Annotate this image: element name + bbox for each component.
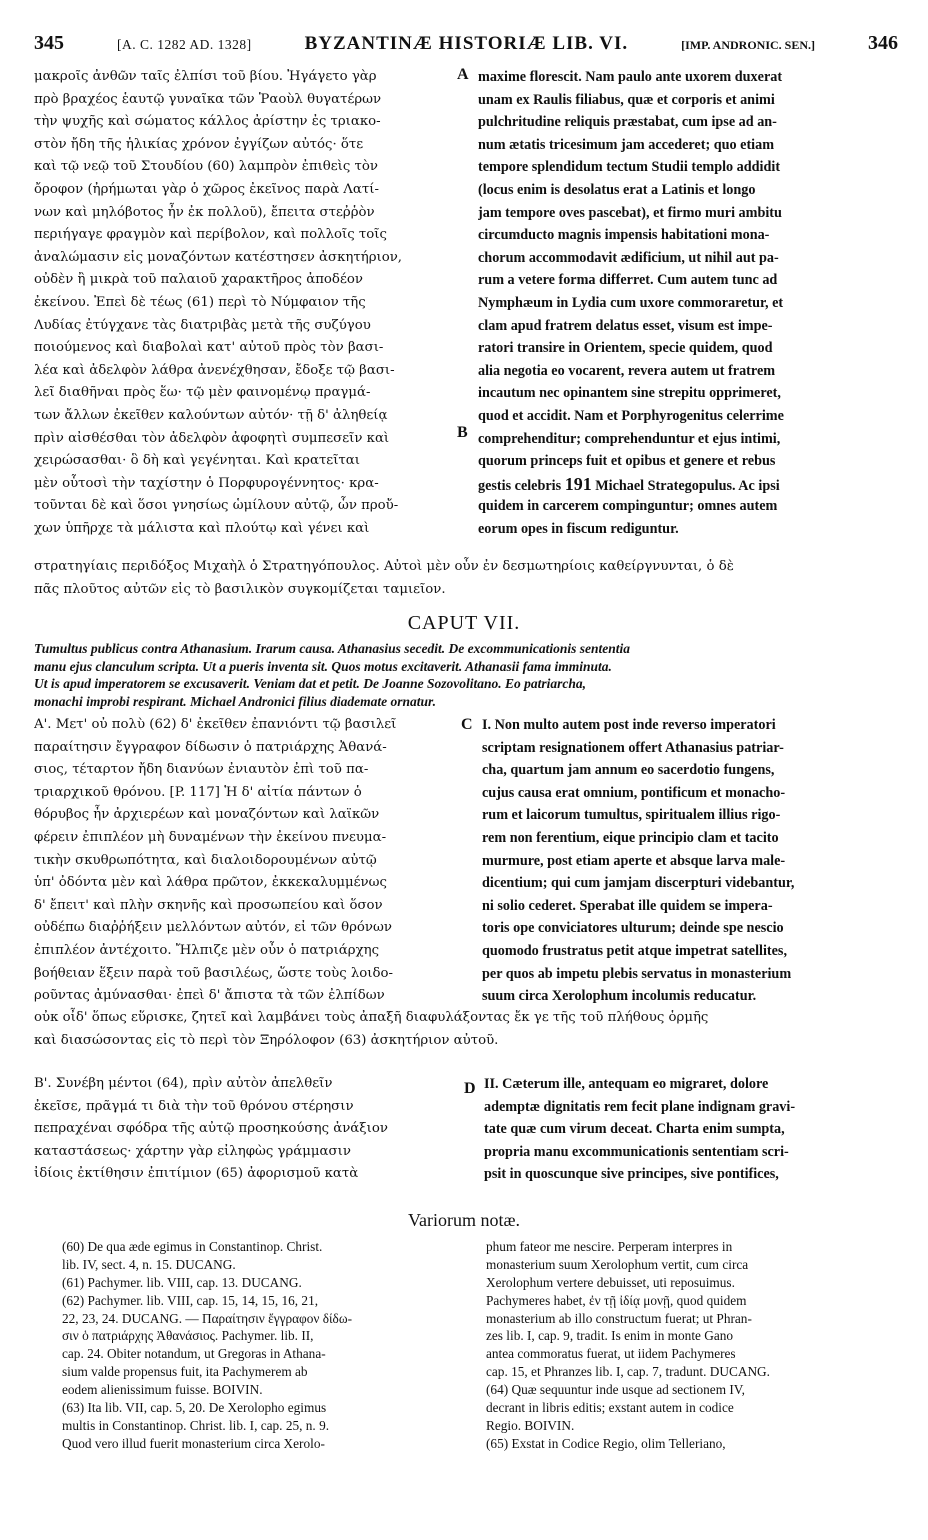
greek-line: περιήγαγε φραγμὸν καὶ περίβολον, καὶ πολλοῖς τοῖς — [34, 227, 387, 243]
note-line: 22, 23, 24. DUCANG. — Παραίτησιν ἔγγραφον δίδω- — [62, 1310, 352, 1326]
note-line: cap. 24. Obiter notandum, ut Gregoras in Athana- — [62, 1346, 326, 1362]
greek-line: οὐκ οἶδ' ὅπως εὕρισκε, ζητεῖ καὶ λαμβάνει τοὺς ἀπαξῆ διαφυλάξοντας ἔκ γε τῆς τοῦ πλήθους ὁρμῆς — [34, 1010, 709, 1025]
greek-line: ὑπ' ὀδόντα μὲν καὶ λάθρα πρῶτον, ἐκκεκαλυμμένως — [34, 875, 387, 891]
latin-line: suum circa Xerolophum incolumis reducatur. — [482, 988, 757, 1005]
greek-line: μακροῖς ἀνθῶν ταῖς ἐλπίσι τοῦ βίου. Ἠγάγετο γὰρ — [34, 69, 377, 84]
greek-line: φέρειν ἐπιπλέον μὴ δυναμένων τὴν ἐκείνου πνευμα- — [34, 829, 387, 845]
greek-line: στρατηγίαις περιδόξος Μιχαὴλ ὁ Στρατηγόπουλος. Αὐτοὶ μὲν οὖν ἐν δεσμωτηρίοις καθείργνυνται, ὁ δὲ — [34, 559, 734, 574]
latin-line: ratori transire in Orientem, specie quidem, quod — [478, 340, 773, 357]
note-line: eodem alienissimum fuisse. BOIVIN. — [62, 1382, 263, 1398]
greek-line: τικὴν σκυθρωπότητα, καὶ διαλοιδορουμένων αὐτῷ — [34, 852, 377, 868]
notes-heading: Variorum notæ. — [408, 1210, 520, 1230]
greek-line: πρὶν αἰσθέσθαι τὸν ἀδελφὸν ἀφοφητὶ συμπεσεῖν καὶ — [34, 430, 390, 446]
latin-line: per quos ab impetu plebis servatus in monasterium — [482, 965, 792, 982]
note-line: antea commoratus fuerat, ut iidem Pachymeres — [486, 1346, 736, 1362]
notes-left-column — [62, 1238, 474, 1453]
greek-line: νων καὶ μηλόβοτος ἦν ἐκ πολλοῦ), ἔπειτα στεῤῥὸν — [34, 204, 375, 220]
greek-column-mid — [34, 714, 454, 1008]
chapter-summary — [34, 640, 902, 710]
emperor-label: [IMP. ANDRONIC. SEN.] — [681, 38, 816, 52]
greek-line: παραίτησιν ἔγγραφον δίδωσιν ὁ πατριάρχης Ἀθανά- — [34, 739, 387, 755]
latin-line: incautum nec opinantem sine strepitu opprimeret, — [478, 385, 781, 402]
latin-line: propria manu excommunicationis sententiam scri- — [484, 1143, 789, 1160]
notes-right-column — [486, 1238, 902, 1453]
greek-line: βοήθειαν ἕξειν παρὰ τοῦ βασιλέως, ὥστε τοὺς λοιδο- — [34, 965, 394, 981]
greek-line: μὲν οὗτοσὶ τὴν ταχίστην ὁ Πορφυρογέννητος· κρα- — [34, 475, 379, 491]
latin-line: Nymphæum in Lydia cum uxore commoraretur, et — [478, 294, 784, 311]
latin-line: pulchritudine reliquis præstabat, cum ipse ad an- — [478, 114, 777, 131]
latin-line: murmure, post etiam aperte et absque larva male- — [482, 852, 786, 869]
greek-line: χων ὑπῆρχε τὰ μάλιστα καὶ πλούτῳ καὶ γένει καὶ — [34, 520, 370, 536]
greek-line: καὶ διασώσοντας εἰς τὸ περὶ τὸν Ξηρόλοφον (63) ἀσκητήριον αὐτοῦ. — [34, 1032, 499, 1048]
margin-marker-c: C — [461, 716, 473, 733]
note-line: monasterium suum Xerolophum vertit, cum circa — [486, 1256, 749, 1272]
latin-line: maxime florescit. Nam paulo ante uxorem duxerat — [478, 69, 783, 85]
greek-line: πᾶς πλοῦτος αὐτῶν εἰς τὸ βασιλικὸν συγκομίζεται ταμιεῖον. — [34, 581, 446, 597]
greek-line: οὐδέπω διαῤῥήξειν μελλόντων αὐτόν, εἰ τῶν θρόνων — [34, 920, 392, 936]
greek-line: των ἄλλων ἐκεῖθεν καλούντων αὐτόν· τῇ δ' ἀληθείᾳ — [34, 407, 388, 423]
note-line: (61) Pachymer. lib. VIII, cap. 13. DUCANG. — [62, 1274, 302, 1290]
margin-marker-d: D — [464, 1080, 476, 1097]
page-reference-number: 191 — [564, 473, 592, 494]
note-line: (60) De qua æde egimus in Constantinop. Christ. — [62, 1239, 323, 1254]
greek-line: ἐπιπλέον ἀντέχοιτο. Ἤλπιζε μὲν οὖν ὁ πατριάρχης — [34, 942, 380, 958]
latin-line: jam tempore oves pascebat), et firmo muri ambitu — [478, 204, 782, 221]
chapter-heading: CAPUT VII. — [407, 612, 521, 634]
note-line: sium valde propensus fuit, ita Pachymerem ab — [62, 1364, 308, 1380]
summary-line: manu ejus clanculum scripta. Ut a pueris inventa sit. Quos motus excitaverit. Athanasii fama imminuta. — [34, 658, 612, 674]
summary-line: Tumultus publicus contra Athanasium. Irarum causa. Athanasius secedit. De excommunicationis sententia — [34, 641, 630, 656]
note-line: Quod vero illud fuerit monasterium circa Xerolo- — [62, 1435, 325, 1451]
latin-line-continuation: Michael Strategopulus. Ac ipsi — [591, 477, 780, 494]
book-title: BYZANTINÆ HISTORIÆ LIB. VI. — [304, 33, 629, 54]
latin-line: II. Cæterum ille, antequam eo migraret, dolore — [484, 1076, 769, 1092]
latin-line: clam apud fratrem delatus esset, visum est impe- — [478, 317, 773, 334]
latin-line: (locus enim is desolatus erat a Latinis et longo — [478, 181, 756, 198]
note-line: cap. 15, et Phranzes lib. I, cap. 7, tradunt. DUCANG. — [486, 1364, 770, 1380]
greek-line: πεπραχέναι σφόδρα τῆς αὐτῷ προσηκούσης ἀνάξιον — [34, 1121, 388, 1137]
latin-line: rum et laicorum tumultus, spiritualem illius rigo- — [482, 807, 781, 824]
latin-line: rum a vetere forma differret. Cum autem tunc ad — [478, 272, 778, 289]
greek-line: πρὸ βραχέος ἑαυτῷ γυναῖκα τῶν Ῥαοὺλ θυγατέρων — [34, 91, 382, 107]
latin-line: quorum princeps fuit et opibus et genere et rebus — [478, 453, 776, 470]
page-number-right: 346 — [868, 32, 898, 54]
summary-line: monachi improbi respirant. Michael Andronici filius diademate ornatur. — [34, 693, 436, 709]
latin-line: ni solio cederet. Sperabat ille quidem se impera- — [482, 897, 773, 914]
running-header — [34, 32, 898, 62]
greek-line: Β'. Συνέβη μέντοι (64), πρὶν αὐτὸν ἀπελθεῖν — [34, 1076, 333, 1091]
greek-line: λεῖ διαθῆναι πρὸς ἕω· τῷ μὲν φαινομένῳ πραγμά- — [34, 385, 371, 401]
latin-column-top — [478, 66, 900, 540]
latin-line: ademptæ dignitatis rem fecit plane indignam gravi- — [484, 1098, 796, 1115]
greek-line: χειρώσασθαι· ὃ δὴ καὶ γεγένηται. Καὶ κρατεῖται — [34, 453, 360, 469]
note-line: Xerolophum vertere debuisset, uti reposuimus. — [486, 1274, 735, 1290]
latin-line: chorum accommodavit ædificium, ut nihil aut pa- — [478, 249, 779, 266]
greek-line: ἰδίοις ἐκτίθησιν ἐπιτίμιον (65) ἀφορισμοῦ κατὰ — [34, 1166, 359, 1182]
note-line: (62) Pachymer. lib. VIII, cap. 15, 14, 15, 16, 21, — [62, 1292, 319, 1308]
latin-line: tate quæ cum virum deceat. Charta enim sumpta, — [484, 1121, 785, 1138]
greek-line: σιος, τέταρτον ἤδη διανύων ἐνιαυτὸν ἐπὶ τοῦ πα- — [34, 762, 369, 778]
latin-line: scriptam resignationem offert Athanasius patriar- — [482, 739, 784, 756]
latin-line: cha, quartum jam annum eo sacerdotio fungens, — [482, 762, 775, 779]
greek-line: ἐκείνου. Ἐπεὶ δὲ τέως (61) περὶ τὸ Νύμφαιον τῆς — [34, 294, 366, 310]
greek-line: Α'. Μετ' οὐ πολὺ (62) δ' ἐκεῖθεν ἐπανιόντι τῷ βασιλεῖ — [34, 717, 397, 732]
latin-line: I. Non multo autem post inde reverso imperatori — [482, 717, 776, 733]
latin-line: num ætatis tricesimum jam accederet; quo etiam — [478, 136, 775, 153]
note-line: multis in Constantinop. Christ. lib. I, cap. 25, n. 9. — [62, 1417, 330, 1433]
greek-line: στὸν ἤδη τῆς ἡλικίας χρόνον ἐγγίζων αὐτός· ὅτε — [34, 136, 364, 152]
greek-line: τριαρχικοῦ θρόνου. [P. 117] Ἡ δ' αἰτία πάντων ὁ — [34, 784, 362, 800]
latin-line: quomodo frustratus petit atque impetrat satellites, — [482, 942, 788, 959]
note-line: zes lib. I, cap. 9, tradit. Is enim in monte Gano — [486, 1328, 734, 1344]
greek-line: ἐκεῖσε, πρᾶγμά τι διὰ τὴν τοῦ θρόνου στέρησιν — [34, 1098, 354, 1114]
greek-line: δ' ἔπειτ' καὶ πλὴν σκηνῆς καὶ προσωπείου καὶ ὅσον — [34, 897, 383, 913]
latin-line: tempore splendidum tectum Studii templo addidit — [478, 159, 781, 176]
latin-line: quidem in carcerem compinguntur; omnes autem — [478, 498, 778, 515]
greek-line: ὄροφον (ἠρήμωται γὰρ ὁ χῶρος ἐκεῖνος παρὰ Λατί- — [34, 181, 379, 197]
note-line: lib. IV, sect. 4, n. 15. DUCANG. — [62, 1256, 236, 1272]
greek-line: ροῦντας ἀμύνασθαι· ἐπεὶ δ' ἄπιστα τὰ τῶν ἐλπίδων — [34, 988, 385, 1004]
latin-line: unam ex Raulis filiabus, quæ et corporis et animi — [478, 91, 775, 108]
margin-marker-a: A — [457, 66, 469, 83]
greek-full-width-mid — [34, 1007, 902, 1052]
latin-line: dicentium; qui cum jamjam discerpturi videbantur, — [482, 875, 795, 892]
latin-line: gestis celebris 191 Michael Strategopulus. Ac ipsi — [478, 473, 780, 494]
latin-line: quod et accidit. Nam et Porphyrogenitus celerrime — [478, 407, 784, 424]
margin-marker-b: B — [457, 424, 468, 441]
latin-line: psit in quoscunque sive principes, sive pontifices, — [484, 1166, 779, 1183]
greek-line: οὐδὲν ἢ μικρὰ τοῦ παλαιοῦ χαρακτῆρος ἀποδέον — [34, 272, 363, 288]
latin-column-mid — [482, 714, 900, 1008]
latin-line: rem non ferentium, eique principio clam et tacito — [482, 829, 779, 846]
date-range: [A. C. 1282 AD. 1328] — [116, 37, 252, 52]
greek-line: Λυδίας ἐτύγχανε τὰς διατριβὰς μετὰ τῆς συζύγου — [34, 317, 371, 333]
greek-line: τοῦνται δὲ καὶ ὅσοι γνησίως ὡμίλουν αὐτῷ, ὧν προὔ- — [34, 498, 399, 514]
latin-line: alia negotia eo vocarent, revera autem ut fratrem — [478, 362, 776, 379]
page-number-left: 345 — [34, 32, 64, 54]
greek-line: θόρυβος ἦν ἀρχιερέων καὶ μοναζόντων καὶ λαϊκῶν — [34, 807, 380, 823]
note-line: (63) Ita lib. VII, cap. 5, 20. De Xerolopho egimus — [62, 1400, 327, 1416]
note-line: (65) Exstat in Codice Regio, olim Telleriano, — [486, 1435, 726, 1451]
latin-line: toris ope conviciatores ulturum; deinde spe nescio — [482, 920, 784, 937]
note-line: monasterium ab illo constructum fuerat; ut Phran- — [486, 1310, 752, 1326]
greek-line: ποιούμενος καὶ διαβολαὶ κατ' αὐτοῦ πρὸς τὸν βασι- — [34, 340, 384, 356]
greek-line: καταστάσεως· χάρτην γὰρ εἰληφὼς γράμμασιν — [34, 1143, 351, 1159]
latin-line: circumducto magnis impensis habitationi mona- — [478, 227, 770, 244]
greek-line: ἀναλώμασιν εἰς μοναζόντων κατέστησεν ἀσκητήριον, — [34, 249, 403, 265]
greek-line: καὶ τῷ νεῷ τοῦ Στουδίου (60) λαμπρὸν ἐπιθεὶς τὸν — [34, 159, 379, 175]
greek-line: λέα καὶ ἀδελφὸν λάθρα ἀνενέχθησαν, ἔδοξε τῷ βασι- — [34, 362, 395, 378]
note-line: (64) Quæ sequuntur inde usque ad sectionem IV, — [486, 1382, 745, 1398]
note-line: Regio. BOIVIN. — [486, 1417, 575, 1433]
greek-column-top — [34, 66, 454, 540]
latin-line: cujus causa erat omnium, pontificum et monacho- — [482, 784, 786, 801]
note-line: decrant in libris editis; exstant autem in codice — [486, 1400, 734, 1416]
greek-line: τὴν ψυχῆς καὶ σώματος κάλλος ἀρίστην ἐς τριακο- — [34, 114, 381, 130]
greek-full-width-top — [34, 556, 902, 601]
note-line: Pachymeres habet, ἐν τῇ ἰδίᾳ μονῇ, quod quidem — [486, 1292, 747, 1308]
latin-column-bottom — [484, 1073, 900, 1186]
note-line: phum fateor me nescire. Perperam interpres in — [486, 1239, 733, 1254]
latin-line: comprehenditur; comprehenduntur et ejus intimi, — [478, 430, 781, 447]
note-line: σιν ὁ πατριάρχης Ἀθανάσιος. Pachymer. lib. II, — [62, 1328, 314, 1344]
latin-line: eorum opes in fiscum rediguntur. — [478, 520, 679, 537]
greek-column-bottom — [34, 1073, 454, 1186]
summary-line: Ut is apud imperatorem se excusaverit. Veniam dat et petit. De Joanne Sozovolitano. Eo patriarcha, — [34, 676, 587, 691]
